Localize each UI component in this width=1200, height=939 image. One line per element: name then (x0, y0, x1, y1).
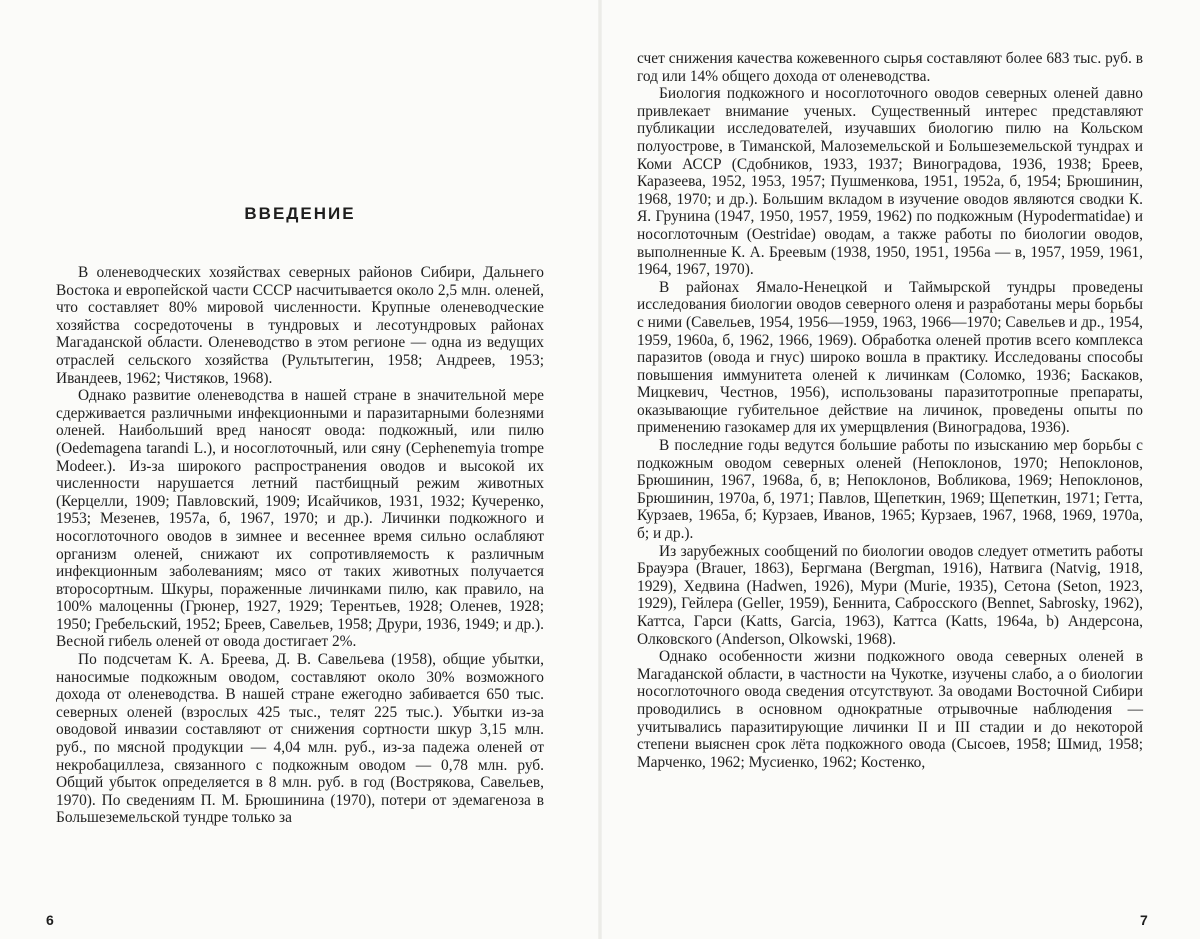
page-number: 6 (46, 912, 54, 928)
right-page-body (637, 50, 1143, 771)
paragraph: Биология подкожного и носоглоточного оводов северных оленей давно привлекает внимание ученых. Существенный интерес представляют публикации исследователей, изучавших биологию пилю на Кольском полуострове, в Тиманской, Малоземельской и Большеземельской тундрах и Коми АССР (Сдобников, 1933, 1937; Виноградова, 1936, 1938; Бреев, Каразеева, 1952, 1953, 1957; Пушменкова, 1951, 1952а, б, 1954; Брюшинин, 1968, 1970; и др.). Большим вкладом в изучение оводов являются сводки К. Я. Грунина (1947, 1950, 1957, 1959, 1962) по подкожным (Hypodermatidae) и носоглоточным (Oestridae) оводам, а также работы по биологии оводов, выполненные К. А. Бреевым (1938, 1950, 1951, 1956а — в, 1957, 1959, 1961, 1964, 1967, 1970). (637, 85, 1143, 279)
page-number: 7 (1140, 912, 1148, 928)
paragraph: счет снижения качества кожевенного сырья составляют более 683 тыс. руб. в год или 14% общего дохода от оленеводства. (637, 50, 1143, 85)
paragraph: В оленеводческих хозяйствах северных районов Сибири, Дальнего Востока и европейской части СССР насчитывается около 2,5 млн. оленей, что составляет 80% мировой численности. Крупные оленеводческие хозяйства сосредоточены в тундровых и лесотундровых районах Магаданской области. Оленеводство в этом регионе — одна из ведущих отраслей сельского хозяйства (Рультытегин, 1958; Андреев, 1953; Ивандеев, 1962; Чистяков, 1968). (56, 264, 544, 387)
paragraph: В последние годы ведутся большие работы по изысканию мер борьбы с подкожным оводом северных оленей (Непоклонов, 1970; Непоклонов, Брюшинин, 1967, 1968а, б, в; Непоклонов, Вобликова, 1969; Непоклонов, Брюшинин, 1970а, б, 1971; Павлов, Щепеткин, 1969; Щепеткин, 1971; Гетта, Курзаев, 1965а, б; Курзаев, Иванов, 1965; Курзаев, 1967, 1968, 1969, 1970а, б; и др.). (637, 437, 1143, 543)
paragraph: Из зарубежных сообщений по биологии оводов следует отметить работы Брауэра (Brauer, 1863), Бергмана (Bergman, 1916), Натвига (Natvig, 1918, 1929), Хедвина (Hadwen, 1926), Мури (Murie, 1935), Сетона (Seton, 1923, 1929), Гейлера (Geller, 1959), Беннита, Сабросского (Bennet, Sabrosky, 1962), Каттса, Гарси (Katts, Garcia, 1963), Каттса (Katts, 1964а, b) Андерсона, Олковского (Anderson, Olkowski, 1968). (637, 542, 1143, 648)
paragraph: Однако особенности жизни подкожного овода северных оленей в Магаданской области, в частности на Чукотке, изучены слабо, а о биологии носоглоточного овода сведения отсутствуют. За оводами Восточной Сибири проводились в основном однократные отрывочные наблюдения — учитывались паразитирующие личинки II и III стадии и до некоторой степени выяснен срок лёта подкожного овода (Сысоев, 1958; Шмид, 1958; Марченко, 1962; Мусиенко, 1962; Костенко, (637, 648, 1143, 771)
right-page (600, 0, 1200, 939)
chapter-title: ВВЕДЕНИЕ (244, 204, 356, 223)
paragraph: По подсчетам К. А. Бреева, Д. В. Савельева (1958), общие убытки, наносимые подкожным оводом, составляют около 30% возможного дохода от оленеводства. В нашей стране ежегодно забивается 650 тыс. северных оленей (взрослых 425 тыс., телят 225 тыс.). Убытки из-за оводовой инвазии составляют от снижения сортности шкур 3,15 млн. руб., по мясной продукции — 4,04 млн. руб., из-за падежа оленей от некробациллеза, связанного с подкожным оводом — 0,78 млн. руб. Общий убыток определяется в 8 млн. руб. в год (Вострякова, Савельев, 1970). По сведениям П. М. Брюшинина (1970), потери от эдемагеноза в Большеземельской тундре только за (56, 651, 544, 827)
paragraph: Однако развитие оленеводства в нашей стране в значительной мере сдерживается различными инфекционными и паразитарными болезнями оленей. Наибольший вред наносят овода: подкожный, или пилю (Oedemagena tarandi L.), и носоглоточный, или сяну (Cephenemyia trompe Modeer.). Из-за широкого распространения оводов и высокой их численности нарушается летний пастбищный режим животных (Керцелли, 1909; Павловский, 1909; Исайчиков, 1931, 1932; Кучеренко, 1953; Мезенев, 1957а, б, 1967, 1970; и др.). Личинки подкожного и носоглоточного оводов в зимнее и весеннее время сильно ослабляют организм оленей, снижают их сопротивляемость к различным инфекционным заболеваниям; мясо от таких животных получается второсортным. Шкуры, пораженные личинками пилю, как правило, на 100% малоценны (Грюнер, 1927, 1929; Терентьев, 1928; Оленев, 1928; 1950; Гребельский, 1952; Бреев, Савельев, 1958; Друри, 1936, 1949; и др.). Весной гибель оленей от овода достигает 2%. (56, 387, 544, 651)
paragraph: В районах Ямало-Ненецкой и Таймырской тундры проведены исследования биологии оводов северного оленя и разработаны меры борьбы с ними (Савельев, 1954, 1956—1959, 1963, 1966—1970; Савельев и др., 1954, 1959, 1960а, б, 1962, 1966, 1969). Обработка оленей против всего комплекса паразитов (овода и гнус) широко вошла в практику. Исследованы способы повышения иммунитета оленей к личинкам (Соломко, 1936; Баскаков, Мицкевич, Честнов, 1956), использованы паразитотропные препараты, оказывающие губительное действие на личинок, проведены опыты по применению газокамер для их умерщвления (Виноградова, 1936). (637, 278, 1143, 437)
left-page-body (56, 264, 544, 827)
